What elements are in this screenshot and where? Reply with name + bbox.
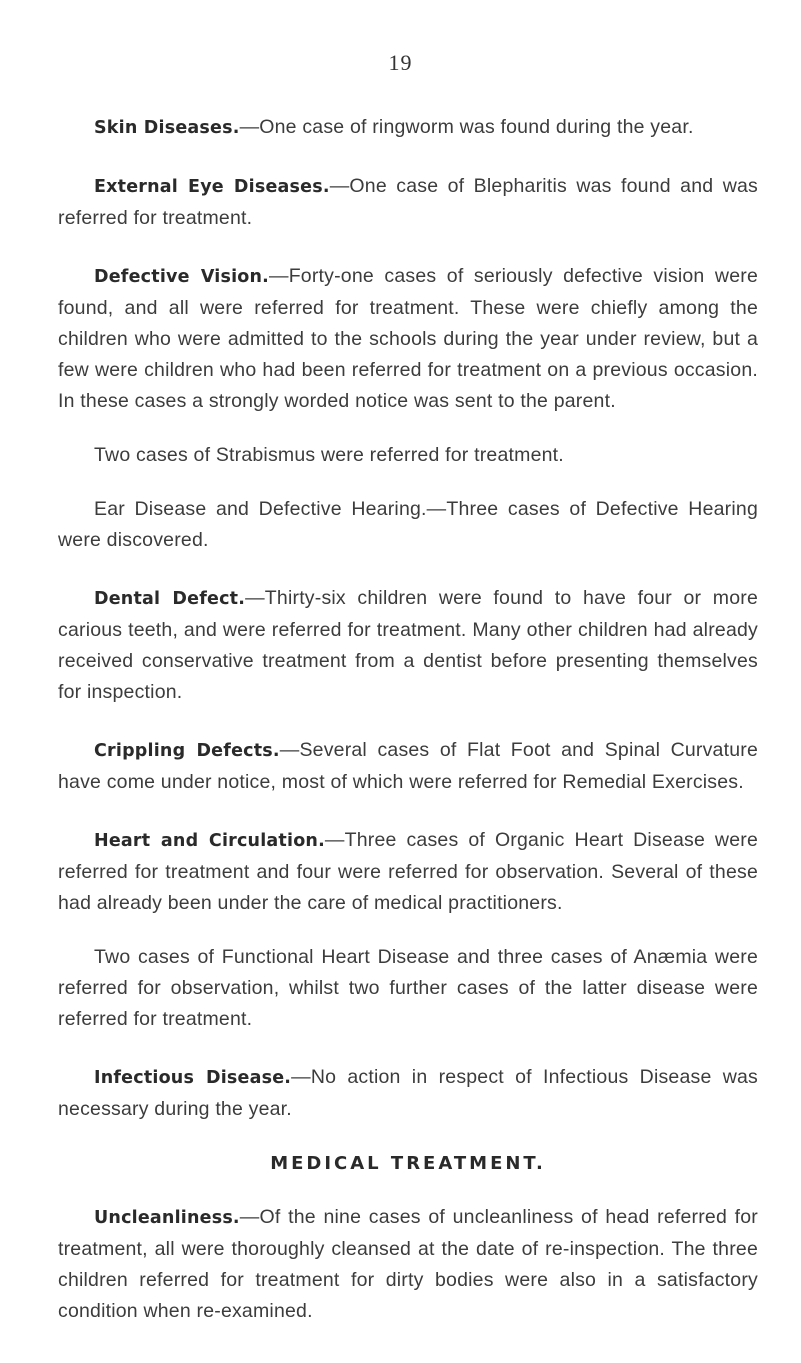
heading-infectious-disease: Infectious Disease. [94, 1068, 292, 1088]
paragraph-dental-defect: Dental Defect.—Thirty-six children were found to have four or more carious teeth, and were referred for treatment. Many other children had already received conservative treatment from a dentist before presenting themselves for inspection. [58, 587, 758, 703]
heading-external-eye-diseases: External Eye Diseases. [94, 177, 330, 197]
paragraph-defective-vision: Defective Vision.—Forty-one cases of seriously defective vision were found, and all were referred for treatment. These were chiefly among the children who were admitted to the schools during the year under review, but a few were children who had been referred for treatment on a previous occasion. In these cases a strongly worded notice was sent to the parent. [58, 265, 758, 412]
paragraph-skin-diseases: Skin Diseases.—One case of ringworm was found during the year. [94, 116, 694, 138]
paragraph-heart-circulation: Heart and Circulation.—Three cases of Organic Heart Disease were referred for treatment and four were referred for observation. Several of these had already been under the care of medical practitioners. [58, 829, 758, 914]
page-body [58, 112, 758, 1327]
paragraph-infectious-disease: Infectious Disease.—No action in respect of Infectious Disease was necessary during the year. [58, 1066, 758, 1120]
heading-uncleanliness: Uncleanliness. [94, 1208, 240, 1228]
heading-dental-defect: Dental Defect. [94, 589, 246, 609]
heading-skin-diseases: Skin Diseases. [94, 118, 240, 138]
heading-heart-circulation: Heart and Circulation. [94, 831, 325, 851]
section-title-medical-treatment: MEDICAL TREATMENT. [270, 1153, 546, 1174]
paragraph-crippling-defects: Crippling Defects.—Several cases of Flat Foot and Spinal Curvature have come under notice, most of which were referred for Remedial Exercises. [58, 739, 758, 793]
paragraph-uncleanliness: Uncleanliness.—Of the nine cases of uncleanliness of head referred for treatment, all were thoroughly cleansed at the date of re-inspection. The three children referred for treatment for dirty bodies were also in a satisfactory condition when re-examined. [58, 1206, 758, 1322]
heading-crippling-defects: Crippling Defects. [94, 741, 280, 761]
page-number: 19 [388, 50, 413, 75]
paragraph-external-eye-diseases: External Eye Diseases.—One case of Blepharitis was found and was referred for treatment. [58, 175, 758, 229]
paragraph-strabismus: Two cases of Strabismus were referred for treatment. [94, 444, 564, 466]
paragraph-functional-heart: Two cases of Functional Heart Disease and three cases of Anæmia were referred for observation, whilst two further cases of the latter disease were referred for treatment. [58, 946, 758, 1030]
heading-defective-vision: Defective Vision. [94, 267, 269, 287]
paragraph-ear-disease: Ear Disease and Defective Hearing.—Three cases of Defective Hearing were discovered. [58, 498, 758, 551]
